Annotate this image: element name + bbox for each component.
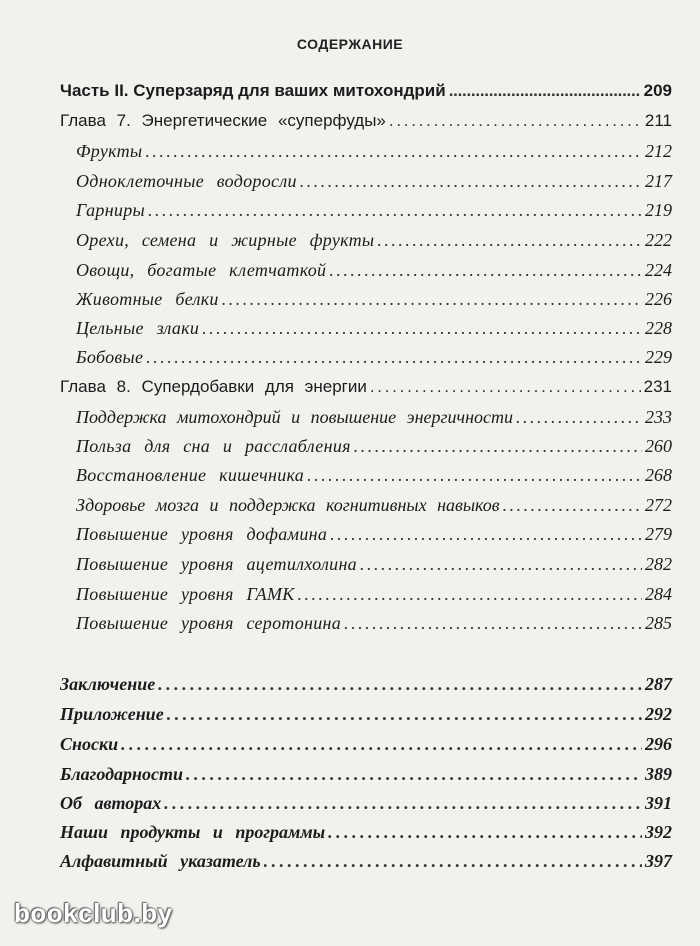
toc-entry-section [76, 167, 672, 195]
toc-entry-page: 287 [645, 674, 672, 694]
dot-leader [186, 760, 642, 788]
toc-entry-page: 392 [645, 822, 672, 842]
toc-entry-title: Повышение уровня серотонина [76, 613, 342, 633]
dot-leader [307, 461, 642, 489]
dot-leader [503, 491, 642, 519]
dot-leader [360, 550, 642, 578]
toc-entry-page: 222 [645, 230, 672, 250]
toc-entry-backmatter [60, 818, 672, 846]
toc-entry-title: Повышение уровня дофамина [76, 524, 328, 544]
dot-leader [330, 520, 642, 548]
toc-entry-title: Цельные злаки [76, 318, 200, 338]
dot-leader [377, 226, 642, 254]
toc-entry-title: Часть II. Суперзаряд для ваших митохондрий [60, 81, 446, 100]
toc-entry-page: 285 [645, 613, 672, 633]
dot-leader [354, 432, 642, 460]
toc-entry-section [76, 609, 672, 637]
dot-leader [389, 107, 642, 135]
toc-entry-page: 233 [645, 407, 672, 427]
toc-entry-title: Гарниры [76, 200, 146, 220]
toc-entry-title: Польза для сна и расслабления [76, 436, 351, 456]
toc-entry-section [76, 196, 672, 224]
page-title: СОДЕРЖАНИЕ [296, 36, 404, 52]
toc-entry-title: Наши продукты и программы [60, 822, 326, 842]
toc-entry-section [76, 403, 672, 431]
toc-entry-section [76, 285, 672, 313]
toc-entry-part [60, 77, 672, 105]
toc-entry-page: 391 [645, 793, 672, 813]
toc-entry-page: 282 [645, 554, 672, 574]
toc-entry-chapter [60, 373, 672, 401]
dot-leader [329, 256, 642, 284]
dot-leader [300, 167, 642, 195]
dot-leader [158, 670, 642, 698]
dot-leader [167, 700, 642, 728]
toc-entry-section [76, 580, 672, 608]
toc-entry-backmatter [60, 789, 672, 817]
toc-entry-backmatter [60, 730, 672, 758]
toc-entry-page: 211 [644, 111, 672, 130]
dot-leader [370, 373, 641, 401]
dot-leader [344, 609, 642, 637]
toc-entry-page: 268 [645, 465, 672, 485]
toc-entry-section [76, 432, 672, 460]
toc-entry-section [76, 137, 672, 165]
toc-entry-chapter [60, 107, 672, 135]
dot-leader [148, 196, 642, 224]
dot-leader [328, 818, 642, 846]
toc-entry-page: 224 [645, 260, 672, 280]
toc-entry-title: Орехи, семена и жирные фрукты [76, 230, 375, 250]
toc-entry-title: Заключение [60, 674, 156, 694]
dot-leader [264, 847, 642, 875]
toc-entry-page: 260 [645, 436, 672, 456]
toc-entry-page: 272 [645, 495, 672, 515]
toc-entry-backmatter [60, 670, 672, 698]
toc-entry-title: Сноски [60, 734, 119, 754]
toc-entry-title: Здоровье мозга и поддержка когнитивных навыков [76, 495, 500, 515]
toc-entry-title: Глава 7. Энергетические «суперфуды» [60, 111, 386, 130]
toc-entry-page: 284 [645, 584, 672, 604]
dot-leader [145, 137, 642, 165]
toc-entry-section [76, 550, 672, 578]
toc-entry-backmatter [60, 700, 672, 728]
dot-leader [202, 314, 642, 342]
toc-entry-page: 296 [645, 734, 672, 754]
toc-entry-page: 217 [645, 171, 672, 191]
toc-entry-page: 212 [645, 141, 672, 161]
toc-entry-backmatter [60, 847, 672, 875]
toc-entry-section [76, 314, 672, 342]
toc-entry-title: Животные белки [76, 289, 219, 309]
toc-entry-page: 231 [643, 377, 672, 396]
dot-leader [298, 580, 643, 608]
toc-entry-title: Повышение уровня ГАМК [76, 584, 295, 604]
toc-entry-title: Повышение уровня ацетилхолина [76, 554, 357, 574]
watermark: bookclub.by [14, 898, 173, 928]
toc-entry-title: Фрукты [76, 141, 143, 161]
toc-entry-section [76, 461, 672, 489]
toc-entry-page: 228 [645, 318, 672, 338]
toc-entry-title: Овощи, богатые клетчаткой [76, 260, 327, 280]
toc-entry-title: Благодарности [60, 764, 184, 784]
toc-entry-section [76, 256, 672, 284]
dot-leader [164, 789, 642, 817]
dot-leader [121, 730, 642, 758]
toc-entry-title: Одноклеточные водоросли [76, 171, 297, 191]
dot-leader [516, 403, 642, 431]
toc-entry-page: 209 [643, 81, 672, 100]
toc-entry-page: 226 [645, 289, 672, 309]
dot-leader [146, 343, 642, 371]
toc-entry-page: 292 [645, 704, 672, 724]
toc-entry-page: 219 [645, 200, 672, 220]
toc-entry-title: Поддержка митохондрий и повышение энергичности [76, 407, 514, 427]
toc-entry-section [76, 343, 672, 371]
toc-entry-section [76, 491, 672, 519]
toc-entry-title: Приложение [60, 704, 164, 724]
toc-entry-title: Бобовые [76, 347, 144, 367]
toc-entry-page: 397 [645, 851, 672, 871]
toc-entry-title: Алфавитный указатель [60, 851, 261, 871]
toc-entry-backmatter [60, 760, 672, 788]
toc-entry-title: Глава 8. Супердобавки для энергии [60, 377, 367, 396]
dot-leader [222, 285, 642, 313]
toc-entry-section [76, 520, 672, 548]
toc-entry-section [76, 226, 672, 254]
toc-entry-title: Об авторах [60, 793, 162, 813]
toc-entry-page: 279 [645, 524, 672, 544]
dot-leader [449, 77, 641, 105]
toc-entry-title: Восстановление кишечника [76, 465, 305, 485]
toc-entry-page: 229 [645, 347, 672, 367]
toc-entry-page: 389 [645, 764, 672, 784]
